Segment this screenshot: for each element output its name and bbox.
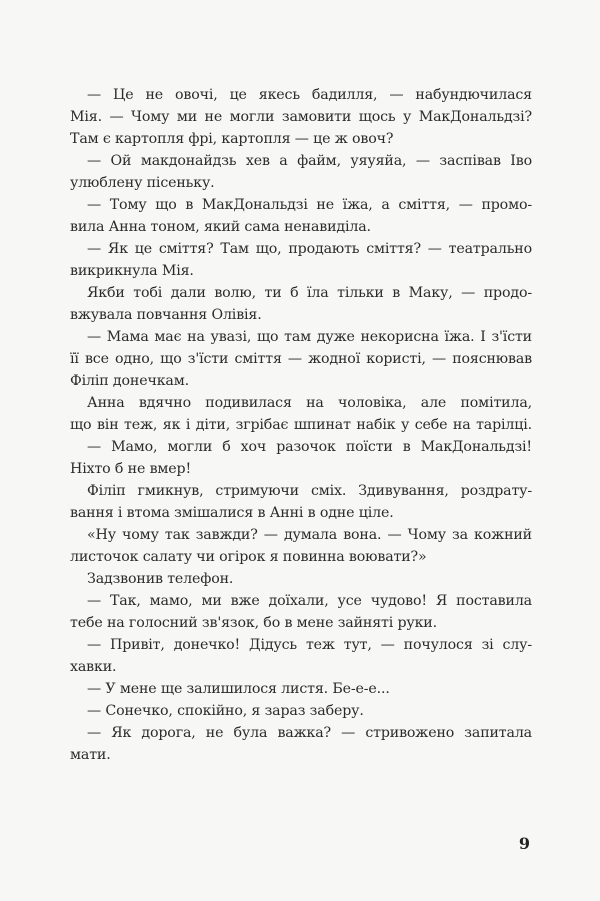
text-line: — Тому що в МакДональдзі не їжа, а сміття, — промо- [87, 197, 532, 213]
text-line: листочок салату чи огірок я повинна воювати?» [70, 549, 427, 565]
text-line: мати. [70, 747, 111, 763]
text-line: — Як це сміття? Там що, продають сміття? — театрально [87, 241, 532, 257]
text-line: — У мене ще залишилося листя. Бе-е-е... [87, 681, 390, 697]
text-line: Філіп гмикнув, стримуючи сміх. Здивування, роздрату- [87, 483, 532, 499]
text-line: Філіп донечкам. [70, 373, 189, 389]
text-line: вжувала повчання Олівія. [70, 307, 262, 323]
text-line: «Ну чому так завжди? — думала вона. — Чому за кожний [87, 527, 532, 543]
text-line: — Привіт, донечко! Дідусь теж тут, — почулося зі слу- [87, 637, 532, 653]
text-line: тебе на голосний зв'язок, бо в мене зайняті руки. [70, 615, 437, 631]
body-text [70, 84, 532, 766]
text-line: — Так, мамо, ми вже доїхали, усе чудово! Я поставила [87, 593, 532, 609]
text-line: Анна вдячно подивилася на чоловіка, але помітила, [87, 395, 532, 411]
text-line: — Ой макдонайдзь хев а файм, уяуяйа, — заспівав Іво [87, 153, 532, 169]
text-line: — Це не овочі, це якесь бадилля, — набундючилася [87, 87, 532, 103]
text-line: — Мамо, могли б хоч разочок поїсти в МакДональдзі! [87, 439, 532, 455]
page-number: 9 [518, 834, 530, 853]
text-line: Задзвонив телефон. [87, 571, 234, 587]
text-line: — Сонечко, спокійно, я зараз заберу. [87, 703, 364, 719]
text-line: Ніхто б не вмер! [70, 461, 192, 477]
text-line: Там є картопля фрі, картопля — це ж овоч? [70, 131, 394, 147]
text-line: викрикнула Мія. [70, 263, 194, 279]
text-line: її все одно, що з'їсти сміття — жодної користі, — пояснював [70, 351, 532, 367]
text-line: Якби тобі дали волю, ти б їла тільки в Маку, — продо- [87, 285, 532, 301]
text-line: — Мама має на увазі, що там дуже некорисна їжа. І з'їсти [87, 329, 532, 345]
text-line: хавки. [70, 659, 117, 675]
text-line: вила Анна тоном, який сама ненавиділа. [70, 219, 371, 235]
text-line: що він теж, як і діти, згрібає шпинат набік у себе на тарілці. [70, 417, 532, 433]
text-line: вання і втома змішалися в Анні в одне ціле. [70, 505, 394, 521]
text-line: улюблену пісеньку. [70, 175, 215, 191]
text-line: — Як дорога, не була важка? — стривожено запитала [87, 725, 532, 741]
text-line: Мія. — Чому ми не могли замовити щось у МакДональдзі? [70, 109, 532, 125]
